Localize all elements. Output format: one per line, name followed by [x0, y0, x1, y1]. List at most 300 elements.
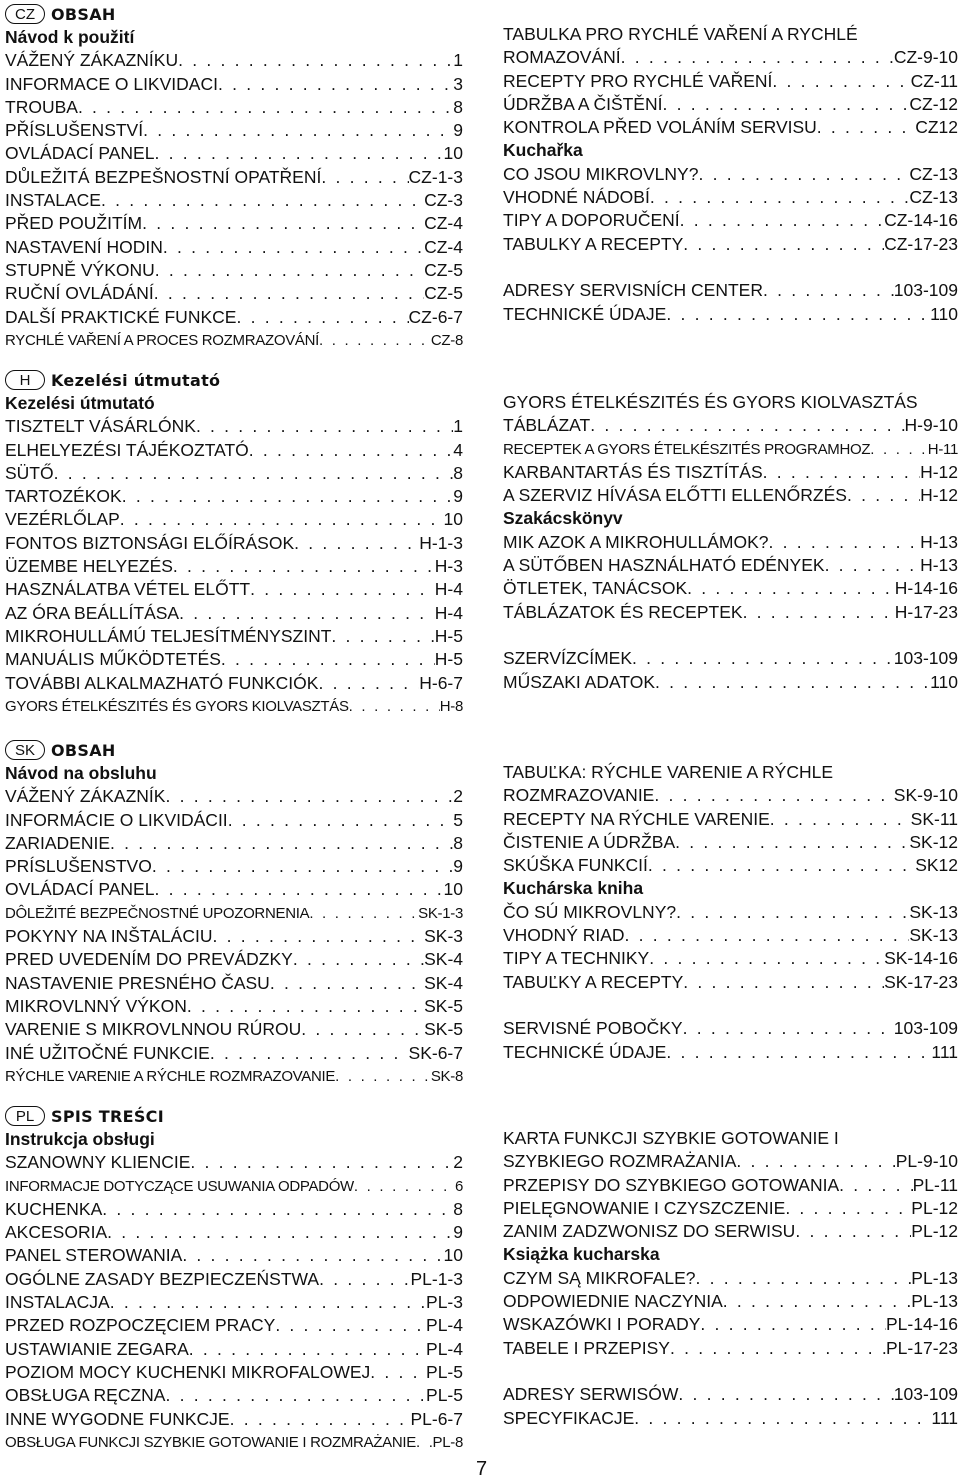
toc-entry [503, 93, 958, 116]
toc-entry [5, 855, 463, 878]
dot-leader [354, 1175, 455, 1198]
dot-leader [110, 1291, 426, 1314]
spacer [503, 1360, 958, 1383]
dot-leader [655, 671, 930, 694]
dot-leader [250, 578, 435, 601]
entry-page: 4 [453, 439, 463, 460]
toc-entry [5, 1221, 463, 1244]
dot-leader [173, 555, 435, 578]
entry-page: PL-4 [426, 1338, 463, 1359]
spacer [503, 256, 958, 279]
entry-page: SK12 [915, 855, 958, 876]
entry-page: SK-5 [424, 1019, 463, 1040]
dot-leader [228, 809, 454, 832]
toc-entry [5, 49, 463, 72]
dot-leader [102, 1198, 453, 1221]
entry-title: TISZTELT VÁSÁRLÓNK [5, 416, 196, 437]
toc-entry [5, 1338, 463, 1361]
dot-leader [165, 785, 453, 808]
toc-entry [5, 1065, 463, 1088]
toc-entry [503, 484, 958, 507]
dot-leader [650, 186, 910, 209]
entry-title: INSTALACE [5, 190, 101, 211]
cookbook-title: Szakácskönyv [503, 508, 623, 529]
toc-entry [503, 46, 958, 69]
entry-page: CZ-13 [909, 187, 958, 208]
entry-page: CZ12 [915, 117, 958, 138]
entry-title: SZANOWNY KLIENCIE [5, 1152, 191, 1173]
manual-subtitle: Kezelési útmutató [5, 393, 155, 413]
dot-leader [335, 1065, 431, 1088]
entry-title: KARTA FUNKCJI SZYBKIE GOTOWANIE I [503, 1128, 839, 1148]
entry-page: SK-8 [430, 1067, 463, 1085]
dot-leader [163, 236, 424, 259]
entry-title: ROZMRAZOVANIE [503, 785, 655, 806]
entry-title: ZANIM ZADZWONISZ DO SERWISU [503, 1221, 796, 1242]
entry-page: CZ-9-10 [893, 47, 958, 68]
toc-entry [5, 602, 463, 625]
dot-leader [154, 142, 443, 165]
toc-left-column [5, 2, 463, 352]
entry-page: H-9-10 [904, 415, 958, 436]
toc-entry [503, 1041, 958, 1064]
toc-entry [5, 329, 463, 352]
dot-leader [154, 282, 424, 305]
dot-leader [182, 1244, 443, 1267]
toc-entry [503, 671, 958, 694]
entry-title: ROMAZOVÁNÍ [503, 47, 621, 68]
toc-entry [503, 1017, 958, 1040]
entry-title: CZYM SĄ MIKROFALE? [503, 1267, 696, 1288]
entry-page: 110 [930, 671, 958, 692]
section-heading [5, 368, 463, 392]
dot-leader [772, 70, 910, 93]
entry-title: OVLÁDACÍ PANEL [5, 143, 155, 164]
entry-title: PŘED POUŽITÍM [5, 213, 143, 234]
entry-page: 6 [454, 1177, 463, 1195]
dot-leader [143, 119, 453, 142]
entry-page: 3 [453, 73, 463, 94]
dot-leader [649, 947, 884, 970]
dot-leader [648, 854, 915, 877]
toc-entry [5, 878, 463, 901]
entry-page: SK-1-3 [418, 904, 463, 922]
entry-title: OBSŁUGA RĘCZNA [5, 1385, 166, 1406]
toc-right-column [503, 1127, 958, 1430]
entry-title: PRÍSLUŠENSTVO [5, 856, 152, 877]
toc-entry [5, 555, 463, 578]
dot-leader [178, 49, 453, 72]
entry-page: SK-12 [909, 831, 958, 852]
entry-page: H-3 [434, 556, 463, 577]
entry-title: MIKROHULLÁMÚ TELJESÍTMÉNYSZINT [5, 625, 332, 646]
dot-leader [370, 1361, 426, 1384]
spacer [503, 994, 958, 1017]
toc-entry [5, 236, 463, 259]
toc-entry [5, 532, 463, 555]
toc-entry [503, 116, 958, 139]
toc-entry [5, 166, 463, 189]
entry-title: HASZNÁLATBA VÉTEL ELŐTT [5, 579, 251, 600]
entry-page: CZ-5 [424, 259, 463, 280]
entry-title: OBSŁUGA FUNKCJI SZYBKIE GOTOWANIE I ROZMRAŻANIE [5, 1433, 416, 1451]
entry-title: GYORS ÉTELKÉSZITÉS ÉS GYORS KIOLVASZTÁS [5, 697, 349, 715]
dot-leader [54, 462, 454, 485]
dot-leader [309, 902, 418, 925]
dot-leader [870, 438, 928, 461]
entry-page: CZ-3 [424, 190, 463, 211]
entry-title: RYCHLÉ VAŘENÍ A PROCES ROZMRAZOVÁNÍ [5, 331, 320, 349]
toc-left-column [5, 368, 463, 718]
toc-entry [503, 647, 958, 670]
entry-title: VÁŽENÝ ZÁKAZNÍK [5, 786, 166, 807]
entry-title: POKYNY NA INŠTALÁCIU [5, 926, 213, 947]
entry-title: GYORS ÉTELKÉSZITÉS ÉS GYORS KIOLVASZTÁS [503, 392, 918, 412]
toc-entry [5, 508, 463, 531]
entry-title: INFORMÁCIE O LIKVIDÁCII [5, 809, 228, 830]
entry-title: VÁŽENÝ ZÁKAZNÍKU [5, 50, 179, 71]
toc-entry [5, 73, 463, 96]
toc-entry [5, 1198, 463, 1221]
dot-leader [662, 93, 909, 116]
entry-title: RECEPTY NA RÝCHLE VARENIE [503, 808, 770, 829]
dot-leader [275, 1314, 426, 1337]
toc-entry [5, 578, 463, 601]
entry-title: AKCESORIA [5, 1222, 108, 1243]
heading-text: OBSAH [51, 4, 116, 24]
entry-page: 103-109 [893, 1384, 958, 1405]
entry-title: TABULKA PRO RYCHLÉ VAŘENÍ A RYCHLÉ [503, 24, 858, 44]
entry-page: PL-13 [911, 1291, 958, 1312]
entry-title: VEZÉRLŐLAP [5, 509, 120, 530]
entry-title: TECHNICKÉ ÚDAJE [503, 1041, 667, 1062]
entry-page: H-13 [920, 555, 958, 576]
dot-leader [236, 306, 408, 329]
toc-entry [503, 438, 958, 461]
dot-leader [696, 1267, 912, 1290]
toc-entry [503, 761, 958, 784]
cookbook-title: Książka kucharska [503, 1244, 660, 1265]
entry-title: KUCHENKA [5, 1198, 103, 1219]
toc-entry [503, 1197, 958, 1220]
entry-title: AZ ÓRA BEÁLLÍTÁSA [5, 602, 180, 623]
dot-leader [101, 189, 424, 212]
entry-title: INNE WYGODNE FUNKCJE [5, 1408, 230, 1429]
entry-title: ODPOWIEDNIE NACZYNIA [503, 1291, 723, 1312]
toc-entry [503, 163, 958, 186]
toc-entry [503, 1337, 958, 1360]
entry-title: VHODNÝ RIAD [503, 925, 625, 946]
entry-page: H-13 [920, 531, 958, 552]
entry-page: CZ-4 [424, 213, 463, 234]
toc-entry [5, 306, 463, 329]
manual-subtitle: Instrukcja obsługi [5, 1129, 155, 1149]
toc-entry [5, 462, 463, 485]
entry-page: PL-9-10 [895, 1151, 958, 1172]
entry-title: NASTAVENIE PRESNÉHO ČASU [5, 972, 270, 993]
toc-entry [5, 119, 463, 142]
dot-leader [795, 1220, 911, 1243]
dot-leader [683, 971, 884, 994]
manual-subtitle: Návod na obsluhu [5, 763, 157, 783]
dot-leader [770, 808, 911, 831]
entry-page: SK-5 [424, 995, 463, 1016]
entry-page: SK-4 [424, 972, 463, 993]
dot-leader [416, 1431, 433, 1454]
entry-page: H-5 [434, 625, 463, 646]
entry-title: DÔLEŽITÉ BEZPEČNOSTNÉ UPOZORNENIA [5, 904, 310, 922]
entry-page: PL-12 [911, 1221, 958, 1242]
toc-entry [503, 1290, 958, 1313]
toc-entry [503, 279, 958, 302]
entry-title: VHODNÉ NÁDOBÍ [503, 187, 650, 208]
toc-left-column [5, 738, 463, 1088]
entry-page: SK-3 [424, 926, 463, 947]
toc-entry [503, 577, 958, 600]
language-badge: SK [5, 740, 45, 760]
entry-title: ČISTENIE A ÚDRŽBA [503, 831, 676, 852]
toc-entry [5, 189, 463, 212]
toc-entry [5, 1268, 463, 1291]
language-badge: PL [5, 1106, 45, 1126]
cookbook-title: Kuchařka [503, 140, 583, 161]
toc-entry [503, 186, 958, 209]
dot-leader [825, 554, 921, 577]
entry-page: PL-6-7 [410, 1408, 463, 1429]
entry-page: 103-109 [893, 648, 958, 669]
entry-page: CZ-14-16 [884, 210, 958, 231]
entry-page: 110 [930, 303, 958, 324]
entry-title: OVLÁDACÍ PANEL [5, 879, 155, 900]
entry-page: PL-5 [426, 1361, 463, 1382]
entry-page: CZ-4 [424, 236, 463, 257]
entry-title: USTAWIANIE ZEGARA [5, 1338, 189, 1359]
entry-title: TIPY A TECHNIKY [503, 948, 650, 969]
entry-title: RUČNÍ OVLÁDÁNÍ [5, 283, 154, 304]
toc-entry [503, 1313, 958, 1336]
entry-title: PŘÍSLUŠENSTVÍ [5, 120, 144, 141]
entry-title: PANEL STEROWANIA [5, 1245, 183, 1266]
entry-page: 9 [453, 1222, 463, 1243]
toc-entry [5, 1151, 463, 1174]
entry-page: H-5 [434, 649, 463, 670]
entry-page: SK-14-16 [884, 948, 958, 969]
toc-entry [5, 672, 463, 695]
dot-leader [817, 116, 915, 139]
entry-page: H-14-16 [894, 578, 958, 599]
entry-title: A SÜTŐBEN HASZNÁLHATÓ EDÉNYEK [503, 555, 825, 576]
entry-title: TIPY A DOPORUČENÍ [503, 210, 680, 231]
dot-leader [847, 484, 920, 507]
entry-page: 10 [443, 879, 463, 900]
toc-entry [503, 531, 958, 554]
toc-entry [5, 902, 463, 925]
dot-leader [590, 414, 904, 437]
toc-entry [5, 1314, 463, 1337]
entry-page: H-11 [927, 440, 958, 458]
toc-entry [503, 808, 958, 831]
entry-title: ELHELYEZÉSI TÁJÉKOZTATÓ [5, 439, 249, 460]
toc-entry [5, 1244, 463, 1267]
entry-page: CZ-11 [910, 70, 958, 91]
toc-entry [503, 1383, 958, 1406]
entry-title: ČO SÚ MIKROVLNY? [503, 901, 677, 922]
toc-entry [5, 995, 463, 1018]
toc-entry [5, 809, 463, 832]
toc-entry [5, 259, 463, 282]
entry-title: VARENIE S MIKROVLNNOU RÚROU [5, 1019, 302, 1040]
language-badge: CZ [5, 4, 45, 24]
dot-leader [675, 831, 909, 854]
toc-entry [503, 854, 958, 877]
toc-entry [5, 415, 463, 438]
entry-title: ÜZEMBE HELYEZÉS [5, 556, 173, 577]
dot-leader [700, 1313, 886, 1336]
dot-leader [319, 329, 431, 352]
entry-title: PRZEPISY DO SZYBKIEGO GOTOWANIA [503, 1174, 840, 1195]
dot-leader [210, 1042, 409, 1065]
dot-leader [196, 415, 453, 438]
toc-entry [5, 485, 463, 508]
entry-title: TABUĽKY A RECEPTY [503, 971, 684, 992]
entry-title: SPECYFIKACJE [503, 1407, 635, 1428]
entry-title: DALŠÍ PRAKTICKÉ FUNKCE [5, 306, 237, 327]
toc-entry [5, 1431, 463, 1454]
dot-leader [187, 995, 424, 1018]
entry-title: INFORMACE O LIKVIDACI [5, 73, 218, 94]
dot-leader [165, 1384, 426, 1407]
toc-entry [503, 784, 958, 807]
dot-leader [666, 1041, 931, 1064]
toc-entry [503, 831, 958, 854]
entry-page: H-6-7 [419, 672, 463, 693]
entry-title: ZARIADENIE [5, 832, 111, 853]
dot-leader [632, 647, 894, 670]
entry-page: PL-17-23 [886, 1337, 958, 1358]
entry-page: PL-8 [432, 1433, 463, 1451]
dot-leader [294, 532, 419, 555]
language-badge: H [5, 370, 45, 390]
dot-leader [839, 1174, 912, 1197]
entry-title: SERVISNÉ POBOČKY [503, 1018, 683, 1039]
toc-entry [5, 1384, 463, 1407]
toc-entry [503, 601, 958, 624]
entry-title: ADRESY SERWISÓW [503, 1384, 679, 1405]
dot-leader [122, 485, 454, 508]
entry-page: CZ-12 [909, 93, 958, 114]
entry-page: CZ-13 [909, 163, 958, 184]
entry-page: PL-3 [426, 1292, 463, 1313]
toc-entry [5, 695, 463, 718]
entry-title: PRZED ROZPOCZĘCIEM PRACY [5, 1315, 276, 1336]
toc-entry [5, 785, 463, 808]
toc-entry [5, 1408, 463, 1431]
dot-leader [678, 1383, 893, 1406]
entry-title: NASTAVENÍ HODIN [5, 236, 163, 257]
toc-entry [5, 282, 463, 305]
entry-title: INÉ UŽITOČNÉ FUNKCIE [5, 1042, 210, 1063]
entry-title: RECEPTEK A GYORS ÉTELKÉSZITÉS PROGRAMHOZ [503, 440, 871, 458]
dot-leader [190, 1151, 453, 1174]
entry-title: INSTALACJA [5, 1292, 110, 1313]
dot-leader [763, 461, 920, 484]
entry-title: ÚDRŽBA A ČIŠTĚNÍ [503, 93, 663, 114]
entry-title: RÝCHLE VARENIE A RÝCHLE ROZMRAZOVANIE [5, 1067, 336, 1085]
dot-leader [221, 648, 435, 671]
entry-page: 103-109 [893, 1018, 958, 1039]
dot-leader [301, 1018, 424, 1041]
entry-page: PL-13 [911, 1267, 958, 1288]
entry-page: 8 [453, 462, 463, 483]
toc-entry [503, 924, 958, 947]
toc-right-column [503, 23, 958, 326]
entry-page: H-12 [920, 485, 958, 506]
entry-page: SK-6-7 [408, 1042, 463, 1063]
entry-page: H-1-3 [419, 532, 463, 553]
toc-entry [5, 142, 463, 165]
entry-title: KARBANTARTÁS ÉS TISZTÍTÁS [503, 461, 763, 482]
dot-leader [318, 672, 419, 695]
dot-leader [743, 601, 895, 624]
toc-entry [5, 1018, 463, 1041]
toc-entry [5, 625, 463, 648]
entry-title: SZYBKIEGO ROZMRAŻANIA [503, 1151, 737, 1172]
toc-entry [5, 1361, 463, 1384]
entry-title: INFORMACJE DOTYCZĄCE USUWANIA ODPADÓW [5, 1177, 354, 1195]
cookbook-title: Kuchárska kniha [503, 878, 644, 899]
entry-page: H-4 [434, 602, 463, 623]
toc-entry [503, 901, 958, 924]
entry-page: PL-5 [426, 1385, 463, 1406]
entry-title: SZERVÍZCÍMEK [503, 648, 633, 669]
dot-leader [621, 46, 894, 69]
dot-leader [736, 1150, 895, 1173]
entry-title: MIKROVLNNÝ VÝKON [5, 995, 187, 1016]
entry-page: CZ-5 [424, 283, 463, 304]
toc-entry [503, 23, 958, 46]
entry-title: PRED UVEDENÍM DO PREVÁDZKY [5, 949, 293, 970]
toc-entry [5, 1175, 463, 1198]
toc-entry [5, 925, 463, 948]
entry-title: SKÚŠKA FUNKCIÍ [503, 855, 648, 876]
toc-entry [503, 554, 958, 577]
section-heading [5, 1104, 463, 1128]
toc-entry [503, 303, 958, 326]
entry-title: MŰSZAKI ADATOK [503, 671, 656, 692]
spacer [503, 624, 958, 647]
entry-title: STUPNĚ VÝKONU [5, 259, 155, 280]
dot-leader [319, 1268, 410, 1291]
dot-leader [321, 166, 408, 189]
toc-entry [503, 971, 958, 994]
entry-page: PL-4 [426, 1315, 463, 1336]
entry-title: RECEPTY PRO RYCHLÉ VAŘENÍ [503, 70, 773, 91]
dot-leader [78, 96, 453, 119]
dot-leader [763, 279, 894, 302]
entry-page: 5 [453, 809, 463, 830]
entry-page: 1 [453, 50, 463, 71]
entry-title: TABELE I PRZEPISY [503, 1337, 670, 1358]
entry-title: TÁBLÁZATOK ÉS RECEPTEK [503, 601, 743, 622]
entry-title: TÁBLÁZAT [503, 415, 591, 436]
toc-entry [503, 1407, 958, 1430]
entry-page: 8 [453, 96, 463, 117]
dot-leader [249, 439, 454, 462]
entry-page: CZ-8 [430, 331, 463, 349]
page-number: 7 [476, 1458, 488, 1480]
toc-entry [5, 972, 463, 995]
toc-entry [503, 947, 958, 970]
